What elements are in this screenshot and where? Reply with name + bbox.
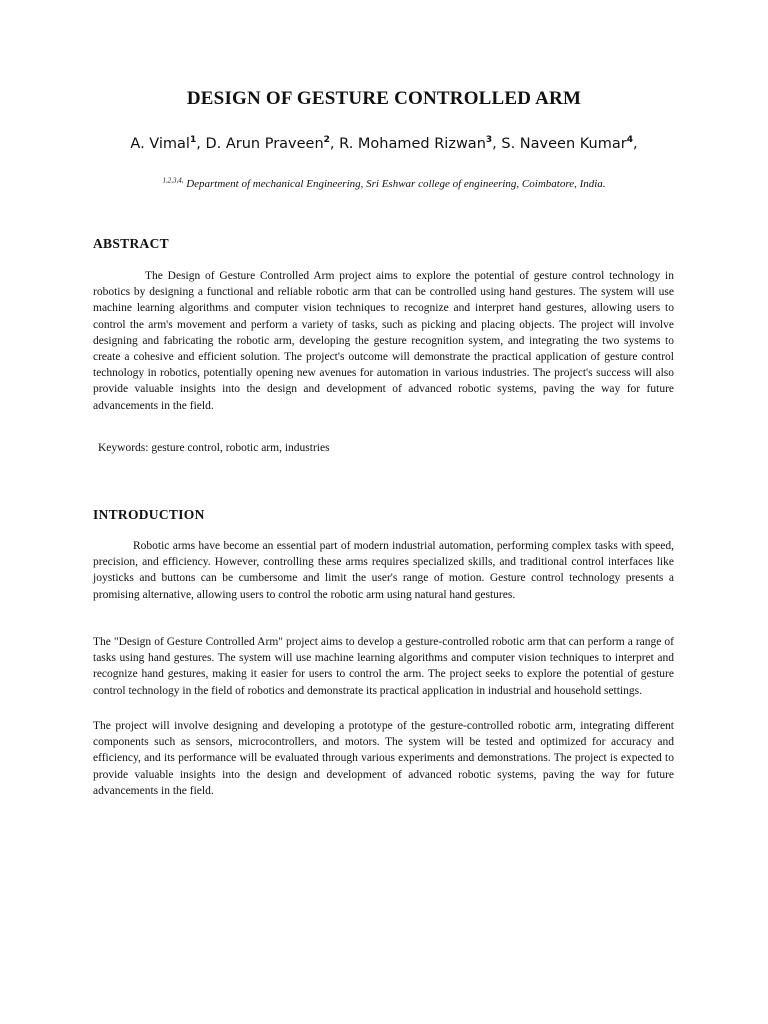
author-list: A. Vimal$^1$, D. Arun Praveen$^2$, R. Mohamed Rizwan$^3$, S. Naveen Kumar$^4$, (130, 135, 638, 152)
affiliation-text: Department of mechanical Engineering, Sri Eshwar college of engineering, Coimbatore, India. (186, 178, 606, 190)
author-name: D. Arun Praveen (205, 136, 324, 152)
intro-paragraph-3: The project will involve designing and developing a prototype of the gesture-controlled robotic arm, integrating different components such as sensors, microcontrollers, and motors. The system will be tested and optimized for accuracy and efficiency, and its performance will be evaluated through various experiments and demonstrations. The project is expected to provide valuable insights into the design and development of advanced robotic systems, paving the way for future advancements in the field. (93, 720, 674, 797)
author-name: S. Naveen Kumar (501, 136, 627, 152)
keywords: Keywords: gesture control, robotic arm, industries (98, 442, 330, 454)
author-sup: 1 (189, 135, 197, 146)
author-name: R. Mohamed Rizwan (339, 136, 486, 152)
paper-title: DESIGN OF GESTURE CONTROLLED ARM (186, 88, 582, 109)
abstract-heading: ABSTRACT (93, 236, 169, 251)
intro-paragraph-1: Robotic arms have become an essential part of modern industrial automation, performing complex tasks with speed, precision, and efficiency. However, controlling these arms requires specialized skills, and traditional control interfaces like joysticks and buttons can be cumbersome and limit the user's range of motion. Gesture control technology presents a promising alternative, allowing users to control the robotic arm using natural hand gestures. (93, 540, 674, 601)
author-sup: 3 (485, 135, 493, 146)
intro-paragraph-2: The "Design of Gesture Controlled Arm" project aims to develop a gesture-controlled robotic arm that can perform a range of tasks using hand gestures. The system will use machine learning algorithms and computer vision techniques to interpret and recognize hand gestures, making it easier for users to control the arm. The project seeks to explore the potential of gesture control technology in the field of robotics and demonstrate its practical application in industrial and household settings. (93, 636, 674, 697)
author-sup: 4 (626, 135, 633, 146)
affiliation-sup: 1,2,3,4, (162, 176, 184, 185)
author-name: A. Vimal (130, 136, 190, 152)
author-sup: 2 (323, 135, 330, 146)
affiliation (0, 178, 768, 190)
abstract-text: The Design of Gesture Controlled Arm project aims to explore the potential of gesture control technology in robotics by designing a functional and reliable robotic arm that can be controlled using hand gestures. The system will use machine learning algorithms and computer vision techniques to recognize and interpret hand gestures, allowing users to control the arm's movement and perform a variety of tasks, such as picking and placing objects. The project will involve designing and fabricating the robotic arm, developing the gesture recognition system, and integrating the two systems to create a cohesive and efficient solution. The project's outcome will demonstrate the practical application of gesture control technology in robotics, potentially opening new avenues for automation in various industries. The project's success will also provide valuable insights into the design and development of advanced robotic systems, paving the way for future advancements in the field. (93, 270, 674, 412)
introduction-heading: INTRODUCTION (93, 507, 205, 522)
